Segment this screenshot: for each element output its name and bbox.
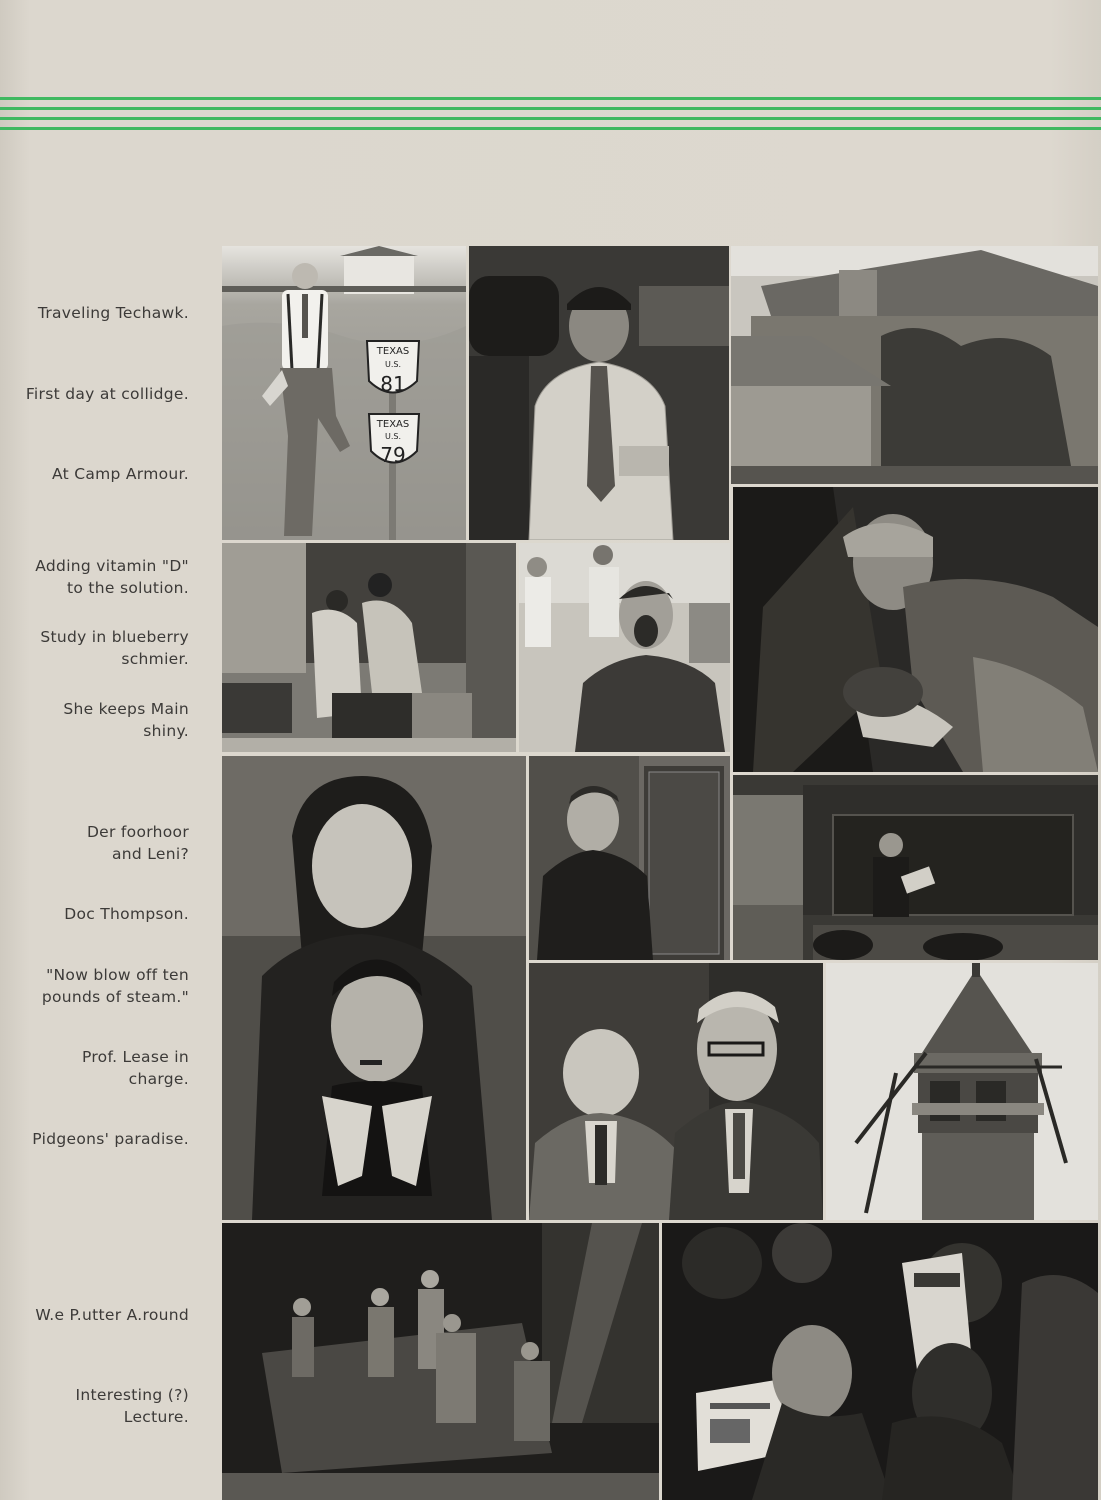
sign-2-number: 79 — [380, 443, 406, 467]
caption-putter-around: W.e P.utter A.round — [35, 1306, 189, 1324]
green-rule-2 — [0, 107, 1101, 110]
caption-interesting-line2: Lecture. — [123, 1408, 189, 1426]
photo-interesting-lecture — [662, 1223, 1098, 1500]
photo-she-keeps-main-shiny — [733, 487, 1098, 772]
caption-pidgeons-paradise: Pidgeons' paradise. — [32, 1130, 189, 1148]
caption-vitamin-d-line2: to the solution. — [67, 579, 189, 597]
caption-main-shiny-line2: shiny. — [143, 722, 189, 740]
photo-der-foorhoor-and-leni — [222, 756, 526, 1220]
caption-foorhoor-line1: Der foorhoor — [86, 823, 189, 841]
sign-1-state: TEXAS — [376, 346, 410, 357]
sign-1-number: 81 — [380, 372, 406, 396]
photo-adding-vitamin-d — [519, 543, 730, 752]
caption-traveling-techawk: Traveling Techawk. — [37, 304, 189, 322]
caption-interesting-line1: Interesting (?) — [75, 1386, 189, 1404]
photo-we-putter-around — [222, 1223, 659, 1500]
caption-prof-lease-line1: Prof. Lease in — [81, 1048, 189, 1066]
caption-main-shiny-line1: She keeps Main — [63, 700, 189, 718]
photo-traveling-techawk — [222, 246, 466, 540]
photo-first-day-at-collidge — [469, 246, 729, 540]
caption-camp-armour: At Camp Armour. — [51, 465, 189, 483]
photo-at-camp-armour — [731, 246, 1098, 484]
green-rule-1 — [0, 97, 1101, 100]
photo-study-blueberry-schmier — [222, 543, 516, 752]
caption-vitamin-d-line1: Adding vitamin "D" — [35, 557, 189, 575]
caption-blueberry-line2: schmier. — [121, 650, 189, 668]
sign-2-state: TEXAS — [376, 419, 410, 430]
green-rule-3 — [0, 117, 1101, 120]
green-rule-4 — [0, 127, 1101, 130]
caption-steam-line2: pounds of steam." — [41, 988, 189, 1006]
photo-blow-off-steam — [733, 775, 1098, 960]
sign-1-us: U.S. — [384, 360, 402, 369]
caption-doc-thompson: Doc Thompson. — [64, 905, 189, 923]
caption-first-day: First day at collidge. — [25, 385, 189, 403]
caption-foorhoor-line2: and Leni? — [111, 845, 189, 863]
photo-prof-lease-in-charge — [529, 963, 823, 1220]
photo-pidgeons-paradise — [826, 963, 1098, 1220]
photo-doc-thompson — [529, 756, 730, 960]
caption-steam-line1: "Now blow off ten — [46, 966, 189, 984]
caption-blueberry-line1: Study in blueberry — [40, 628, 189, 646]
sign-2-us: U.S. — [384, 432, 402, 441]
caption-prof-lease-line2: charge. — [128, 1070, 189, 1088]
